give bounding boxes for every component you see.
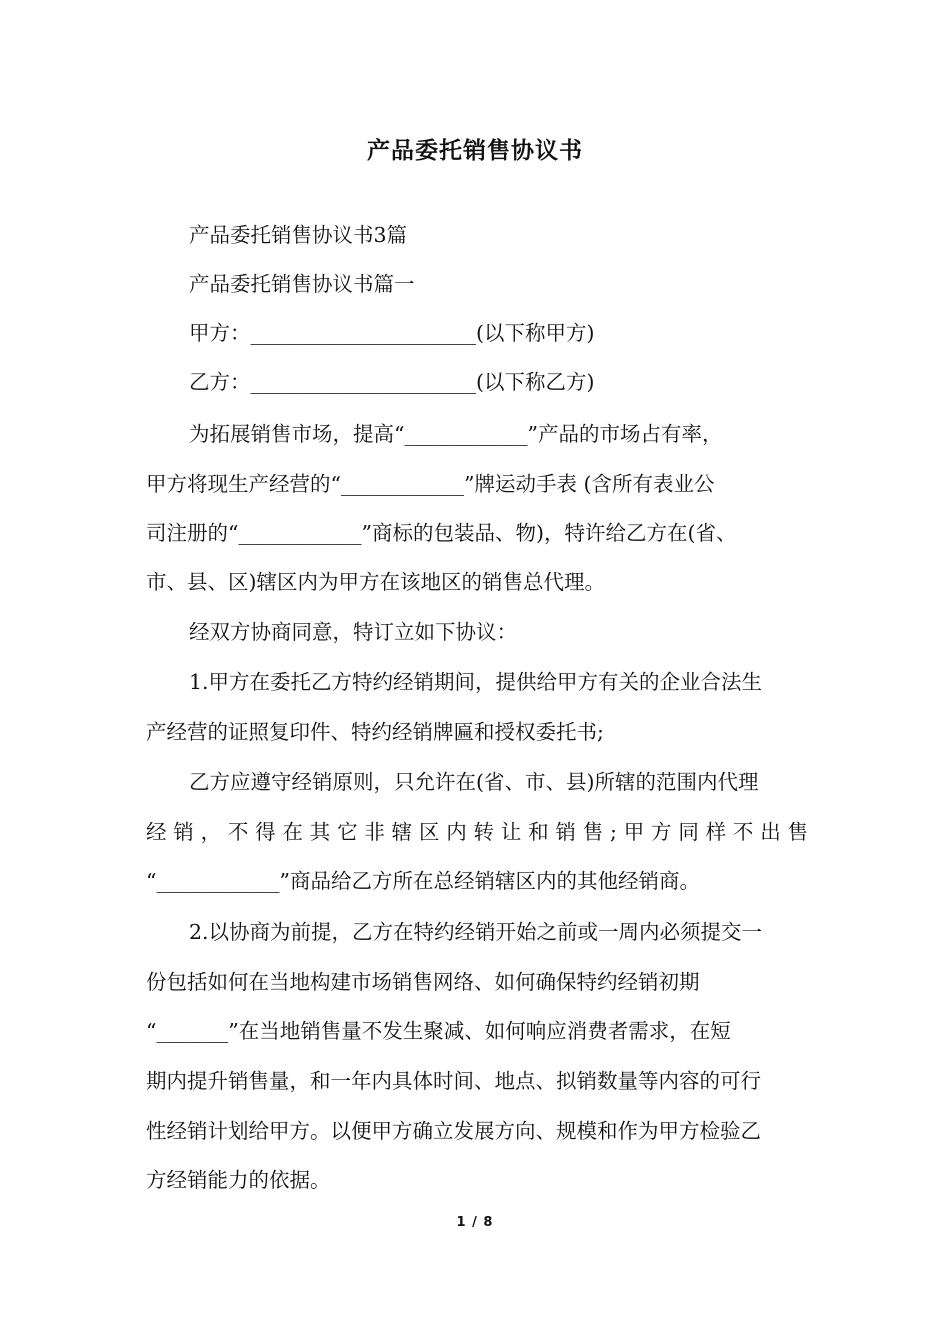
section-heading: 产品委托销售协议书篇一 bbox=[189, 272, 415, 296]
paragraph-line: 性经销计划给甲方。以便甲方确立发展方向、规模和作为甲方检验乙 bbox=[146, 1119, 761, 1143]
paragraph-line: “_______”在当地销售量不发生聚减、如何响应消费者需求，在短 bbox=[146, 1019, 731, 1043]
paragraph-line: 份包括如何在当地构建市场销售网络、如何确保特约经销初期 bbox=[146, 970, 700, 994]
party-b-line: 乙方：______________________(以下称乙方) bbox=[189, 370, 595, 394]
subtitle-line: 产品委托销售协议书3篇 bbox=[189, 223, 408, 247]
paragraph-line: 乙方应遵守经销原则，只允许在(省、市、县)所辖的范围内代理 bbox=[189, 770, 759, 794]
paragraph-line: 司注册的“____________”商标的包装品、物)，特许给乙方在(省、 bbox=[146, 521, 737, 545]
paragraph-line: 经双方协商同意，特订立如下协议： bbox=[189, 620, 517, 644]
paragraph-line: 市、县、区)辖区内为甲方在该地区的销售总代理。 bbox=[146, 570, 605, 594]
page-number: 1 / 8 bbox=[456, 1215, 494, 1230]
paragraph-line: “____________”商品给乙方所在总经销辖区内的其他经销商。 bbox=[146, 869, 700, 893]
paragraph-line: 为拓展销售市场，提高“____________”产品的市场占有率， bbox=[189, 422, 723, 446]
paragraph-line: 经销，不得在其它非辖区内转让和销售;甲方同样不出售 bbox=[146, 820, 808, 844]
party-a-line: 甲方：______________________(以下称甲方) bbox=[189, 321, 595, 345]
paragraph-line: 甲方将现生产经营的“____________”牌运动手表 (含所有表业公 bbox=[146, 472, 715, 496]
paragraph-line: 2.以协商为前提，乙方在特约经销开始之前或一周内必须提交一 bbox=[189, 920, 763, 944]
document-title: 产品委托销售协议书 bbox=[367, 138, 583, 164]
paragraph-line: 方经销能力的依据。 bbox=[146, 1168, 331, 1192]
paragraph-line: 产经营的证照复印件、特约经销牌匾和授权委托书; bbox=[146, 720, 604, 744]
paragraph-line: 1.甲方在委托乙方特约经销期间，提供给甲方有关的企业合法生 bbox=[189, 670, 763, 694]
paragraph-line: 期内提升销售量，和一年内具体时间、地点、拟销数量等内容的可行 bbox=[146, 1069, 761, 1093]
